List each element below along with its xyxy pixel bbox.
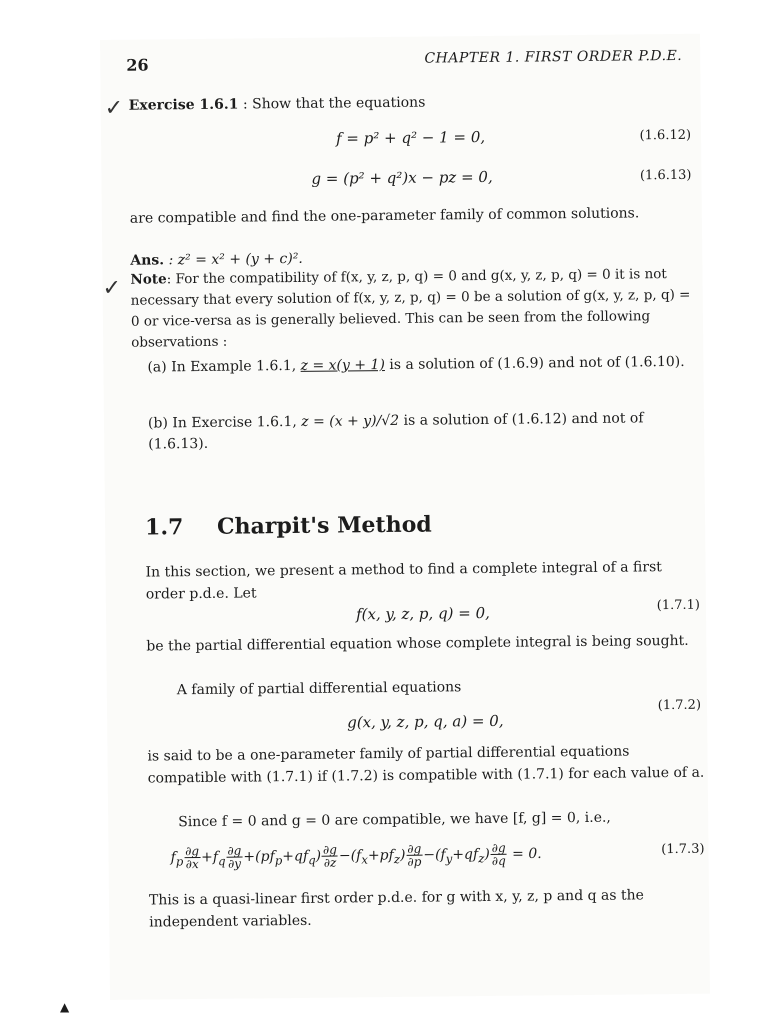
item-math: z = x(y + 1) <box>300 357 385 374</box>
equation-1-7-2: g(x, y, z, p, q, a) = 0, <box>347 711 504 732</box>
answer-text: : z² = x² + (y + c)². <box>168 250 303 269</box>
section-title: Charpit's Method <box>216 511 432 540</box>
paragraph: Since f = 0 and g = 0 are compatible, we have [f, g] = 0, i.e., <box>178 809 611 831</box>
item-lead: In Example 1.6.1, <box>171 357 297 376</box>
note-paragraph <box>130 264 701 354</box>
paragraph: A family of partial differential equations <box>176 679 462 699</box>
equation-1-6-13: g = (p² + q²)x − pz = 0, <box>311 167 493 188</box>
list-item <box>148 408 700 456</box>
exercise-heading <box>129 95 426 114</box>
book-page <box>100 34 710 1000</box>
closing-paragraph: This is a quasi-linear first order p.d.e. for g with x, y, z, p and q as the independent variables. <box>148 887 644 931</box>
item-math: z = (x + y)/√2 <box>301 412 400 430</box>
page-number: 26 <box>126 55 149 75</box>
note-text: : For the compatibility of f(x, y, z, p, q) = 0 and g(x, y, z, p, q) = 0 it is not necessary that every solution of f(x, y, z, p, q) = 0 be a solution of g(x, y, z, p, q) = 0 or vice-versa as is generally believed. This can be seen from the following observations : <box>130 266 691 351</box>
paragraph: is said to be a one-parameter family of partial differential equations compatible with (1.7.1) if (1.7.2) is compatible with (1.7.1) for each value of a. <box>147 743 705 787</box>
item-marker: (b) <box>147 415 168 432</box>
item-marker: (a) <box>147 359 167 376</box>
equation-number: (1.6.13) <box>639 167 692 184</box>
list-item <box>147 352 699 379</box>
equation-number: (1.6.12) <box>639 127 692 144</box>
item-lead: In Exercise 1.6.1, <box>172 413 297 432</box>
equation-1-6-12: f = p² + q² − 1 = 0, <box>335 127 486 148</box>
section-heading <box>145 512 432 541</box>
answer-label: Ans. <box>130 252 165 269</box>
item-tail: is a solution of (1.6.12) and not of (1.6.13). <box>148 410 644 453</box>
exercise-label: Exercise 1.6.1 <box>128 96 239 114</box>
equation-1-7-1: f(x, y, z, p, q) = 0, <box>355 603 490 624</box>
equation-number: (1.7.1) <box>656 597 701 614</box>
running-header: CHAPTER 1. FIRST ORDER P.D.E. <box>424 47 683 67</box>
equation-1-7-3: $f_p$ $\frac{\partial g}{\partial x}$ $+f_q$ $\frac{\partial g}{\partial y}$ $+(pf_p+qf_q)$ $\frac{\partial g}{\partial z}$ $-(f_x+pf_z)$ $\frac{\partial g}{\partial p}$ $-(f_y+qf_z)$ $\frac{\partial g}{\partial q}$ = 0. <box>170 840 542 872</box>
page-corner-mark: ▲ <box>60 1000 70 1014</box>
exercise-separator: : <box>242 96 248 113</box>
equation-number: (1.7.3) <box>661 841 705 858</box>
exercise-prompt: Show that the equations <box>252 94 426 113</box>
note-label: Note <box>130 271 167 288</box>
check-mark-icon: ✓ <box>102 275 122 301</box>
section-number: 1.7 <box>144 514 184 541</box>
exercise-statement: are compatible and find the one-parameter family of common solutions. <box>129 205 640 227</box>
check-mark-icon: ✓ <box>104 95 124 121</box>
equation-number: (1.7.2) <box>657 697 702 714</box>
item-tail: is a solution of (1.6.9) and not of (1.6.10). <box>389 353 685 373</box>
section-intro: In this section, we present a method to find a complete integral of a first order p.d.e. Let <box>145 559 662 603</box>
paragraph: be the partial differential equation whose complete integral is being sought. <box>146 632 689 655</box>
